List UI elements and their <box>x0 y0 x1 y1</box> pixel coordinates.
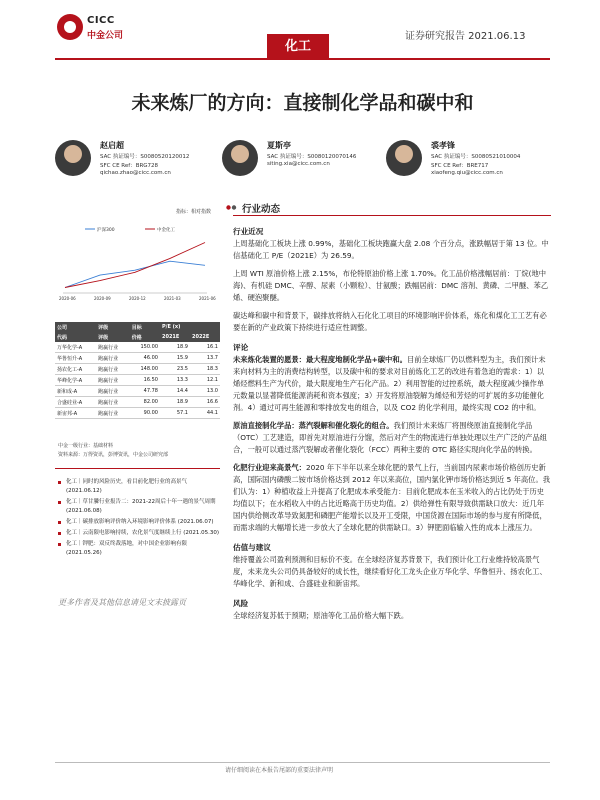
x-tick-label: 2020-09 <box>94 296 111 301</box>
cell-pe-2022e: 44.1 <box>190 408 220 419</box>
cell-company: 华峰化学-A <box>55 375 96 386</box>
avatar <box>386 140 422 176</box>
paragraph-body: 2020 年下半年以来全球化肥的景气上行，当前国内尿素市场价格创历史新高，国际国内磷酸二铵市场价格达到 2012 年以来高位，国内氯化钾市场价格达到近 5 年高位。我们认为：1）种植收益上升提高了化肥成本承受能力：目前化肥成本在玉米收入的占比仍处于历史均值以下；在水稻收入中的占比近略高于历史均值。2）供给弹性有限导致供需缺口放大：近几年国内供给侧改革导致氮肥和磷肥产能增长以及开工受限，中国货源在国际市场的参与度有所降低，而需求端的大幅增长进一步放大了全球化肥的供需缺口。3）钾肥面临输入性的成本上涨压力。 <box>233 463 551 532</box>
analyst-name: 裘孝锋 <box>431 141 455 150</box>
cell-rating: 跑赢行业 <box>96 386 130 397</box>
cell-pe-2022e: 16.1 <box>190 342 220 353</box>
related-report-link[interactable]: 化工｜草甘膦行业报告二：2021-22周后十年一遇的景气周期 (2021.06.08) <box>58 498 223 516</box>
paragraph-lead: 未来炼化装置的愿景：最大程度地制化学品+碳中和。 <box>233 355 407 364</box>
paragraph: 碳达峰和碳中和背景下，碳排放将纳入石化化工项目的环境影响评价体系，炼化和煤化工工艺有必要在新的产业政策下持续进行适应性调整。 <box>233 311 547 332</box>
paragraph: 上周基础化工板块上涨 0.99%，基础化工板块跑赢大盘 2.08 个百分点，涨跌幅居于第 13 位。中信基础化工 P/E（2021E）为 26.59。 <box>233 239 549 260</box>
paragraph: 维持覆盖公司盈利预测和目标价不变。在全球经济复苏背景下，我们预计化工行业维持较高景气度，未来龙头公司仍具备较好的成长性，继续看好化工龙头企业万华化学、华鲁恒升、扬农化工、华峰化学、新和成、合盛硅业和新宙邦。 <box>233 555 547 588</box>
x-tick-label: 2020-06 <box>59 296 76 301</box>
analyst-ref: SFC CE Ref：BRE717 <box>431 163 489 169</box>
th-2021e: 2021E <box>160 332 190 342</box>
paragraph <box>233 462 551 534</box>
paragraph-body: 目前全球炼厂仍以燃料型为主，我们预计未来向材料为主的消费结构转型，以及碳中和的要求对目前炼化工艺的改进有着急迫的需求：1）以烯烃燃料生产为代价，最大限度地生产石化产品。2）利用智能的过控系统，最大程度减少操作单元数量以显著降低能源消耗和资本强度；3）开发将原油裂解为烯烃和芳烃的可扩展的多功能催化剂。4）通过可再生能源和零排放发电的组合，以及 CO2 的化学利用，最终实现 CO2 的中和。 <box>233 355 546 412</box>
cell-rating: 跑赢行业 <box>96 408 130 419</box>
analyst-ref: SFC CE Ref：BRG728 <box>100 163 159 169</box>
heading-comment: 评论 <box>233 343 249 352</box>
cell-pe-2022e: 12.1 <box>190 375 220 386</box>
cell-pe-2022e: 13.0 <box>190 386 220 397</box>
table-row <box>55 386 220 397</box>
table-row <box>55 375 220 386</box>
cell-price: 150.00 <box>130 342 160 353</box>
analyst-email[interactable]: qichao.zhao@cicc.com.cn <box>100 170 171 176</box>
logo-en: CICC <box>87 15 115 26</box>
analyst-card <box>222 140 382 190</box>
table-row <box>55 364 220 375</box>
analyst-cert: SAC 执证编号：S0080120070146 <box>267 154 357 160</box>
related-report-link[interactable]: 化工｜钾肥：双反终裁落地，对中国企业影响有限 (2021.05.26) <box>58 540 223 558</box>
cell-pe-2021e: 18.9 <box>160 397 190 408</box>
avatar <box>55 140 91 176</box>
cell-company: 扬农化工-A <box>55 364 96 375</box>
performance-chart <box>55 217 216 305</box>
legend-label: 沪深300 <box>97 228 115 233</box>
table-row <box>55 408 220 419</box>
cell-price: 148.00 <box>130 364 160 375</box>
header-rule <box>55 58 550 60</box>
th-pe: P/E (x) <box>160 322 220 332</box>
related-rule <box>55 468 220 469</box>
th-rating2: 评级 <box>96 332 130 342</box>
section-rule <box>233 215 551 216</box>
x-tick-label: 2021-03 <box>164 296 181 301</box>
cell-company: 新和成-A <box>55 386 96 397</box>
cell-pe-2021e: 18.9 <box>160 342 190 353</box>
report-date: 证券研究报告 2021.06.13 <box>405 31 526 42</box>
table-row <box>55 397 220 408</box>
cell-pe-2021e: 57.1 <box>160 408 190 419</box>
coverage-table <box>55 322 220 419</box>
analyst-name: 夏斯亭 <box>267 141 291 150</box>
x-tick-label: 2021-06 <box>199 296 216 301</box>
heading-recent: 行业近况 <box>233 227 264 236</box>
heading-recommendation: 估值与建议 <box>233 543 271 552</box>
cell-price: 82.00 <box>130 397 160 408</box>
cell-pe-2022e: 13.7 <box>190 353 220 364</box>
cell-company: 万华化学-A <box>55 342 96 353</box>
cell-pe-2022e: 18.3 <box>190 364 220 375</box>
paragraph: 上周 WTI 原油价格上涨 2.15%，布伦特原油价格上涨 1.70%。化工品价格涨幅居前：丁烷(地中海)、有机硅 DMC、辛醇、尿素（小颗粒）、甘氨酸；跌幅居前：DMC 溶剂、黄磷、二甲醚、苯乙烯、硬泡聚醚。 <box>233 269 549 302</box>
cell-company: 合盛硅业-A <box>55 397 96 408</box>
analyst-name: 赵启超 <box>100 141 124 150</box>
section-bullet-icon <box>226 205 240 210</box>
cicc-logo <box>57 14 137 46</box>
paragraph <box>233 420 551 456</box>
paragraph-body: 我们预计未来炼厂将围绕原油直接制化学品（OTC）工艺建造，即首先对原油进行分馏，然后对产生的物流进行单独处理以生产广泛的产品组合，一般可以通过蒸汽裂解或者催化裂化（FCC）两种主要的 OTC 路径实现向化学品的转换。 <box>233 421 548 454</box>
cell-price: 47.78 <box>130 386 160 397</box>
cell-pe-2022e: 16.6 <box>190 397 220 408</box>
logo-cn: 中金公司 <box>87 31 124 41</box>
table-row <box>55 353 220 364</box>
avatar <box>222 140 258 176</box>
th-price2: 价格 <box>130 332 160 342</box>
cell-price: 16.50 <box>130 375 160 386</box>
table-row <box>55 342 220 353</box>
cell-rating: 跑赢行业 <box>96 353 130 364</box>
more-info-note: 更多作者及其他信息请见文末披露页 <box>58 598 186 607</box>
th-code: 代码 <box>55 332 96 342</box>
analyst-cert: SAC 执证编号：S0080520120012 <box>100 154 190 160</box>
th-2022e: 2022E <box>190 332 220 342</box>
table-source <box>58 442 218 460</box>
paragraph-lead: 原油直接制化学品：蒸汽裂解和催化裂化的组合。 <box>233 421 394 430</box>
analyst-cert: SAC 执证编号：S0080521010004 <box>431 154 521 160</box>
cell-pe-2021e: 14.4 <box>160 386 190 397</box>
paragraph: 全球经济复苏低于预期；原油等化工品价格大幅下跌。 <box>233 611 409 620</box>
x-tick-label: 2020-12 <box>129 296 146 301</box>
cicc-logo-icon <box>57 14 83 40</box>
chart-caption: 指标：相对指数 <box>176 209 212 215</box>
cell-rating: 跑赢行业 <box>96 342 130 353</box>
cell-company: 新宙邦-A <box>55 408 96 419</box>
section-title: 行业动态 <box>242 204 281 215</box>
cell-rating: 跑赢行业 <box>96 397 130 408</box>
cell-price: 46.00 <box>130 353 160 364</box>
footer-disclaimer: 请仔细阅读在本报告尾部的重要法律声明 <box>225 767 334 774</box>
table-source-line: 资料来源：万得资讯，彭博资讯，中金公司研究部 <box>58 452 169 458</box>
related-report-link[interactable]: 化工｜同时的风险历史，看目前化肥行业的高景气 (2021.06.12) <box>58 478 223 496</box>
related-report-link[interactable]: 化工｜云南限电影响持续，农化景气度继续上行 (2021.05.30) <box>58 529 223 538</box>
paragraph <box>233 354 551 414</box>
th-price: 目标 <box>130 322 160 332</box>
cell-pe-2021e: 23.5 <box>160 364 190 375</box>
heading-risk: 风险 <box>233 599 249 608</box>
cell-pe-2021e: 13.3 <box>160 375 190 386</box>
footer-rule <box>55 762 550 763</box>
cell-rating: 跑赢行业 <box>96 375 130 386</box>
cell-company: 华鲁恒升-A <box>55 353 96 364</box>
related-reports <box>58 478 223 560</box>
th-company: 公司 <box>55 322 96 332</box>
cell-pe-2021e: 15.9 <box>160 353 190 364</box>
cell-price: 90.00 <box>130 408 160 419</box>
analyst-card <box>55 140 215 190</box>
related-report-link[interactable]: 化工｜碳排放影响评价纳入环境影响评价体系 (2021.06.07) <box>58 518 223 527</box>
analyst-card <box>386 140 546 190</box>
legend-label: 中金化工 <box>157 228 175 233</box>
analyst-email[interactable]: siting.xia@cicc.com.cn <box>267 161 330 167</box>
cell-rating: 跑赢行业 <box>96 364 130 375</box>
table-source-line: 中金一级行业：基础材料 <box>58 443 114 449</box>
sector-tag: 化工 <box>267 34 329 60</box>
paragraph-lead: 化肥行业迎来高景气： <box>233 463 306 472</box>
recent-section <box>233 226 551 622</box>
th-rating: 评级 <box>96 322 130 332</box>
report-title: 未来炼厂的方向：直接制化学品和碳中和 <box>131 92 474 114</box>
analyst-email[interactable]: xiaofeng.qiu@cicc.com.cn <box>431 170 503 176</box>
